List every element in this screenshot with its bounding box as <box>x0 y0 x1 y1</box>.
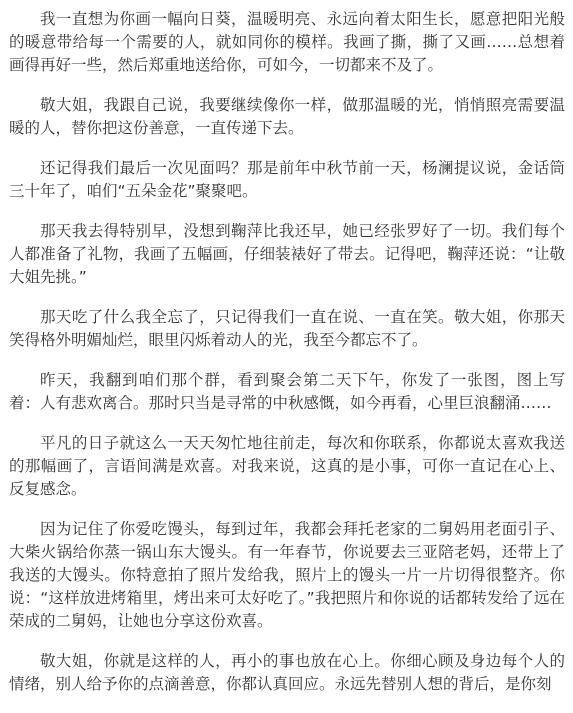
article-paragraph: 因为记住了你爱吃馒头，每到过年，我都会拜托老家的二舅妈用老面引子、大柴火锅给你蒸一锅山东大馒头。有一年春节，你说要去三亚陪老妈，还带上了我送的大馒头。你特意拍了照片发给我，照片上的馒头一片一片切得很整齐。你说：“这样放进烤箱里，烤出来可太好吃了。”我把照片和你说的话都转发给了远在荣成的二舅妈，让她也分享这份欢喜。 <box>9 520 565 630</box>
article-paragraph: 我一直想为你画一幅向日葵，温暖明亮、永远向着太阳生长，愿意把阳光般的暖意带给每一个需要的人，就如同你的模样。我画了撕，撕了又画……总想着画得再好一些，然后郑重地送给你，可如今，一切都来不及了。 <box>9 10 565 74</box>
article-paragraph: 那天吃了什么我全忘了，只记得我们一直在说、一直在笑。敬大姐，你那天笑得格外明媚灿烂，眼里闪烁着动人的光，我至今都忘不了。 <box>9 308 565 349</box>
article-body <box>9 8 565 713</box>
article-paragraph: 还记得我们最后一次见面吗？那是前年中秋节前一天，杨澜提议说，金话筒三十年了，咱们“五朵金花”聚聚吧。 <box>9 159 565 200</box>
article-paragraph: 那天我去得特别早，没想到鞠萍比我还早，她已经张罗好了一切。我们每个人都准备了礼物，我画了五幅画，仔细装裱好了带去。记得吧，鞠萍还说：“让敬大姐先挑。” <box>9 222 565 286</box>
article-paragraph: 敬大姐，你就是这样的人，再小的事也放在心上。你细心顾及身边每个人的情绪，别人给予你的点滴善意，你都认真回应。永远先替别人想的背后，是你刻 <box>9 652 565 693</box>
article-paragraph: 平凡的日子就这么一天天匆忙地往前走，每次和你联系，你都说太喜欢我送的那幅画了，言语间满是欢喜。对我来说，这真的是小事，可你一直记在心上、反复感念。 <box>9 434 565 498</box>
article-paragraph: 敬大姐，我跟自己说，我要继续像你一样，做那温暖的光，悄悄照亮需要温暖的人，替你把这份善意，一直传递下去。 <box>9 96 565 137</box>
article-paragraph: 昨天，我翻到咱们那个群，看到聚会第二天下午，你发了一张图，图上写着：人有悲欢离合。那时只当是寻常的中秋感慨，如今再看，心里巨浪翻涌…… <box>9 371 565 412</box>
